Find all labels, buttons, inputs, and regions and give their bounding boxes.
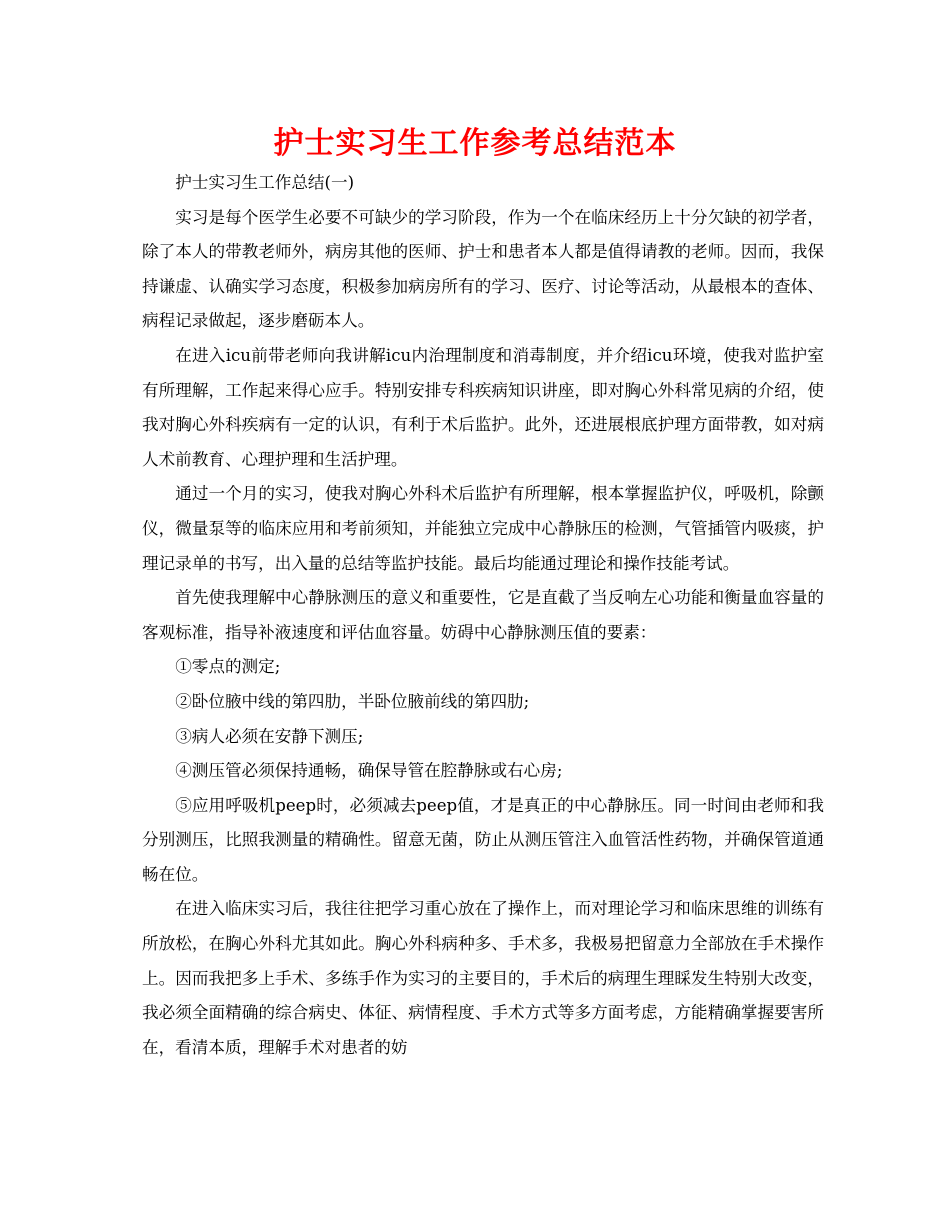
list-item: ③病人必须在安静下测压;: [175, 726, 364, 746]
body-paragraph: 在进入临床实习后，我往往把学习重心放在了操作上，而对理论学习和临床思维的训练有所放松，在胸心外科尤其如此。胸心外科病种多、手术多，我极易把留意力全部放在手术操作上。因而我把多上手术、多练手作为实习的主要目的，手术后的病理生理睬发生特别大改变，我必须全面精确的综合病史、体征、病情程度、手术方式等多方面考虑，方能精确掌握要害所在，看清本质，理解手术对患者的妨: [142, 899, 824, 1057]
document-body: [142, 166, 824, 1065]
section-heading: 护士实习生工作总结(一): [175, 173, 355, 192]
body-paragraph: 首先使我理解中心静脉测压的意义和重要性，它是直截了当反响左心功能和衡量血容量的客观标准，指导补液速度和评估血容量。妨碍中心静脉测压值的要素：: [142, 588, 824, 642]
list-item: ②卧位腋中线的第四肋，半卧位腋前线的第四肋;: [175, 691, 530, 711]
list-item: ⑤应用呼吸机peep时，必须减去peep值，才是真正的中心静脉压。同一时间由老师和我分别测压，比照我测量的精确性。留意无菌，防止从测压管注入血管活性药物，并确保管道通畅在位。: [142, 795, 824, 884]
body-paragraph: 在进入icu前带老师向我讲解icu内治理制度和消毒制度，并介绍icu环境，使我对监护室有所理解，工作起来得心应手。特别安排专科疾病知识讲座，即对胸心外科常见病的介绍，使我对胸心外科疾病有一定的认识，有利于术后监护。此外，还进展根底护理方面带教，如对病人术前教育、心理护理和生活护理。: [142, 345, 824, 469]
body-paragraph: 实习是每个医学生必要不可缺少的学习阶段，作为一个在临床经历上十分欠缺的初学者，除了本人的带教老师外，病房其他的医师、护士和患者本人都是值得请教的老师。因而，我保持谦虚、认确实学习态度，积极参加病房所有的学习、医疗、讨论等活动，从最根本的查体、病程记录做起，逐步磨砺本人。: [142, 207, 824, 331]
body-paragraph: 通过一个月的实习，使我对胸心外科术后监护有所理解，根本掌握监护仪，呼吸机，除颤仪，微量泵等的临床应用和考前须知，并能独立完成中心静脉压的检测，气管插管内吸痰，护理记录单的书写，出入量的总结等监护技能。最后均能通过理论和操作技能考试。: [142, 484, 824, 573]
list-item: ①零点的测定;: [175, 657, 281, 677]
document-title: 护士实习生工作参考总结范本: [273, 126, 677, 161]
list-item: ④测压管必须保持通畅，确保导管在腔静脉或右心房;: [175, 761, 563, 781]
